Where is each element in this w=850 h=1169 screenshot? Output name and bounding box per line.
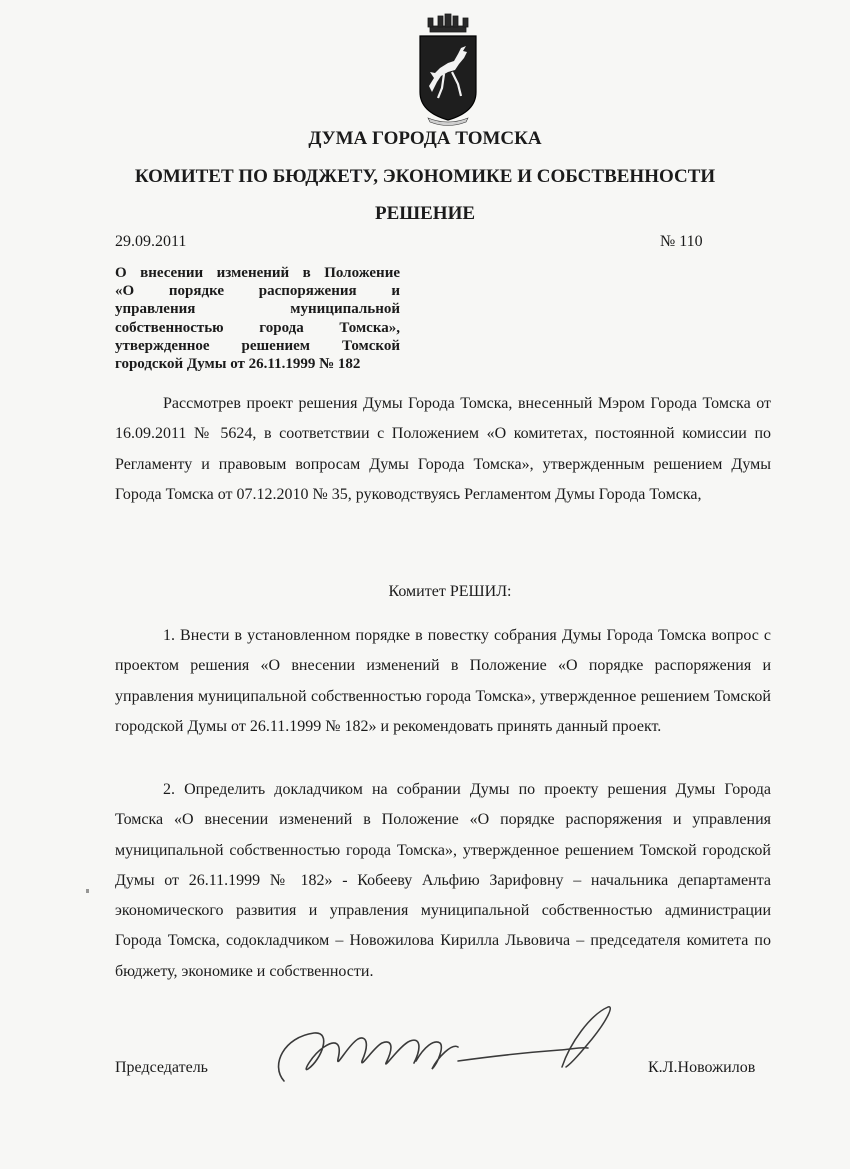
scan-speck [86,889,89,893]
subject-line: О внесении изменений в Положение [115,265,400,281]
organization-title: ДУМА ГОРОДА ТОМСКА [308,128,542,149]
decision-item-1: 1. Внести в установленном порядке в повестку собрания Думы Города Томска вопрос с проектом решения «О внесении изменений в Положение «О порядке распоряжения и управления муниципальной собственностью города Томска», утвержденное решением Томской городской Думы от 26.11.1999 № 182» и рекомендовать принять данный проект. [115,627,771,735]
document-number: № 110 [660,233,703,250]
subject-line: «О порядке распоряжения и [115,283,400,300]
committee-title: КОМИТЕТ ПО БЮДЖЕТУ, ЭКОНОМИКЕ И СОБСТВЕННОСТИ [134,166,716,187]
resolved-heading: Комитет РЕШИЛ: [388,583,512,600]
document-date: 29.09.2011 [115,233,187,250]
preamble-paragraph: Рассмотрев проект решения Думы Города Томска, внесенный Мэром Города Томска от 16.09.2011 № 5624, в соответствии с Положением «О комитетах, постоянной комиссии по Регламенту и правовым вопросам Думы Города Томска», утвержденным решением Думы Города Томска от 07.12.2010 № 35, руководствуясь Регламентом Думы Города Томска, [115,395,771,503]
subject-line: утвержденное решением Томской [115,337,400,354]
subject-line: городской Думы от 26.11.1999 № 182 [115,356,361,373]
subject-heading [115,264,400,373]
signatory-position: Председатель [115,1059,208,1076]
decision-item-2: 2. Определить докладчиком на собрании Думы по проекту решения Думы Города Томска «О внесении изменений в Положение «О порядке распоряжения и управления муниципальной собственностью города Томска», утвержденное решением Томской городской Думы от 26.11.1999 № 182» - Кобееву Альфию Зарифовну – начальника департамента экономического развития и управления муниципальной собственностью администрации Города Томска, содокладчиком – Новожилова Кирилла Львовича – председателя комитета по бюджету, экономике и собственности. [115,781,771,980]
crown-icon [428,14,468,32]
shield-icon [420,36,476,120]
tomsk-coat-of-arms-icon [408,12,488,127]
subject-line: управления муниципальной [115,301,400,318]
document-type: РЕШЕНИЕ [374,203,476,224]
signer-name: К.Л.Новожилов [648,1059,756,1076]
subject-line: собственностью города Томска», [115,319,400,336]
handwritten-signature [262,1003,618,1098]
